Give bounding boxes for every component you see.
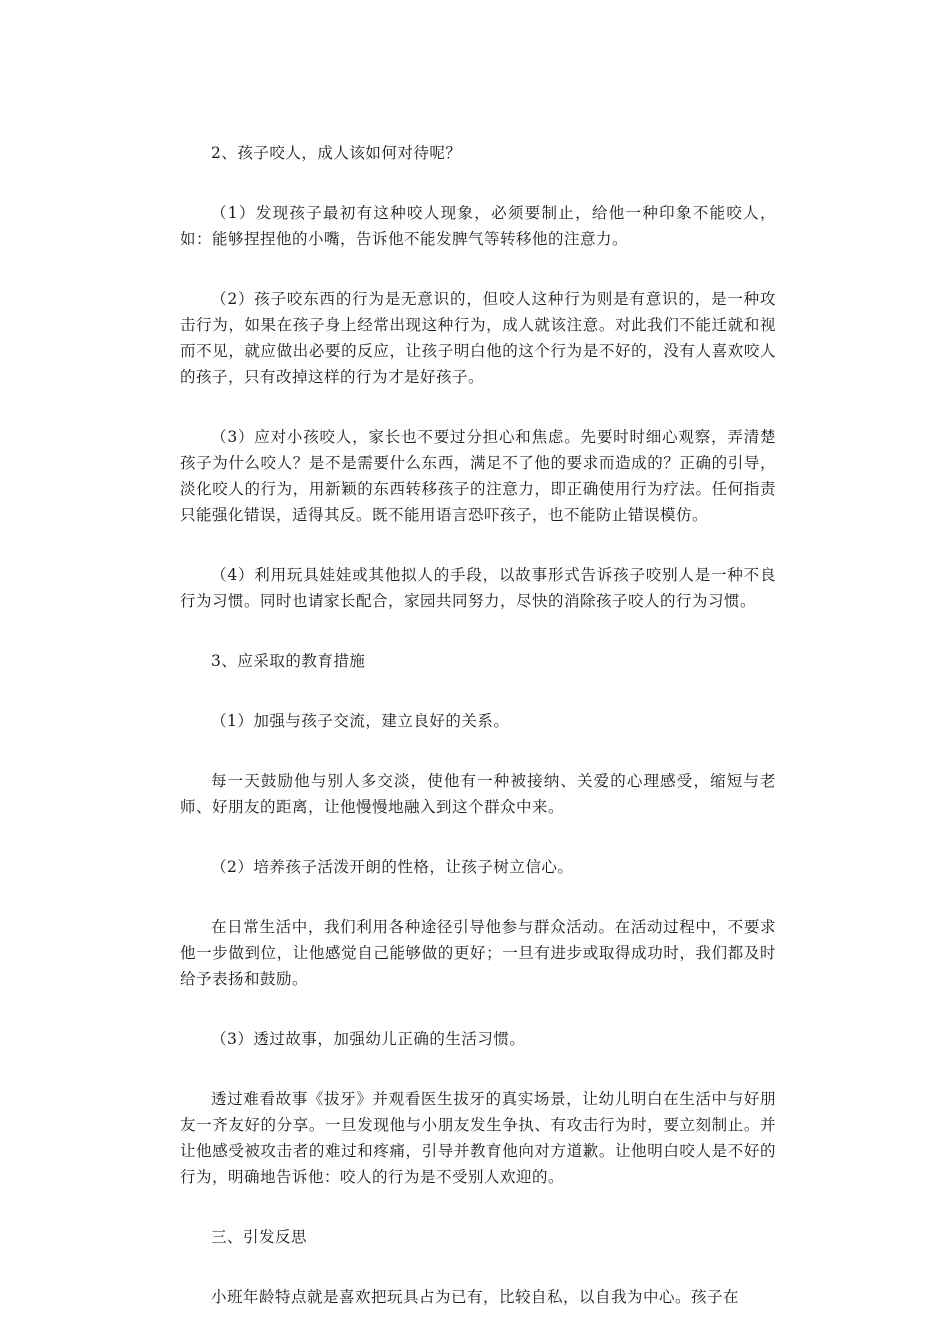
- section-heading-reflection: 三、引发反思: [211, 1228, 308, 1246]
- reflection-body: 小班年龄特点就是喜欢把玩具占为已有，比较自私，以自我为中心。孩子在: [211, 1288, 740, 1306]
- measure-heading-2: （2）培养孩子活泼开朗的性格，让孩子树立信心。: [211, 858, 574, 876]
- measure-heading-3: （3）透过故事，加强幼儿正确的生活习惯。: [211, 1030, 526, 1048]
- document-page: [180, 140, 776, 1310]
- measure-body-1: 每一天鼓励他与别人多交淡，使他有一种被接纳、关爱的心理感受，缩短与老师、好朋友的距离，让他慢慢地融入到这个群众中来。: [180, 772, 776, 816]
- measure-body-2: 在日常生活中，我们利用各种途径引导他参与群众活动。在活动过程中，不要求他一步做到位，让他感觉自己能够做的更好；一旦有进步或取得成功时，我们都及时给予表扬和鼓励。: [180, 918, 776, 988]
- section-heading-2: 2、孩子咬人，成人该如何对待呢？: [211, 144, 462, 162]
- paragraph-item-4: （4）利用玩具娃娃或其他拟人的手段，以故事形式告诉孩子咬别人是一种不良行为习惯。同时也请家长配合，家园共同努力，尽快的消除孩子咬人的行为习惯。: [180, 566, 776, 610]
- section-heading-3: 3、应采取的教育措施: [211, 652, 366, 670]
- paragraph-item-3: （3）应对小孩咬人，家长也不要过分担心和焦虑。先要时时细心观察，弄清楚孩子为什么咬人？是不是需要什么东西，满足不了他的要求而造成的？正确的引导，淡化咬人的行为，用新颖的东西转移孩子的注意力，即正确使用行为疗法。任何指责只能强化错误，适得其反。既不能用语言恐吓孩子，也不能防止错误模仿。: [180, 428, 776, 524]
- paragraph-item-2: （2）孩子咬东西的行为是无意识的，但咬人这种行为则是有意识的，是一种攻击行为，如果在孩子身上经常出现这种行为，成人就该注意。对此我们不能迁就和视而不见，就应做出必要的反应，让孩子明白他的这个行为是不好的，没有人喜欢咬人的孩子，只有改掉这样的行为才是好孩子。: [180, 290, 776, 386]
- paragraph-item-1: （1）发现孩子最初有这种咬人现象，必须要制止，给他一种印象不能咬人，如：能够捏捏他的小嘴，告诉他不能发脾气等转移他的注意力。: [180, 204, 776, 248]
- measure-heading-1: （1）加强与孩子交流，建立良好的关系。: [211, 712, 510, 730]
- measure-body-3: 透过难看故事《拔牙》并观看医生拔牙的真实场景，让幼儿明白在生活中与好朋友一齐友好的分享。一旦发现他与小朋友发生争执、有攻击行为时，要立刻制止。并让他感受被攻击者的难过和疼痛，引导并教育他向对方道歉。让他明白咬人是不好的行为，明确地告诉他：咬人的行为是不受别人欢迎的。: [180, 1090, 776, 1186]
